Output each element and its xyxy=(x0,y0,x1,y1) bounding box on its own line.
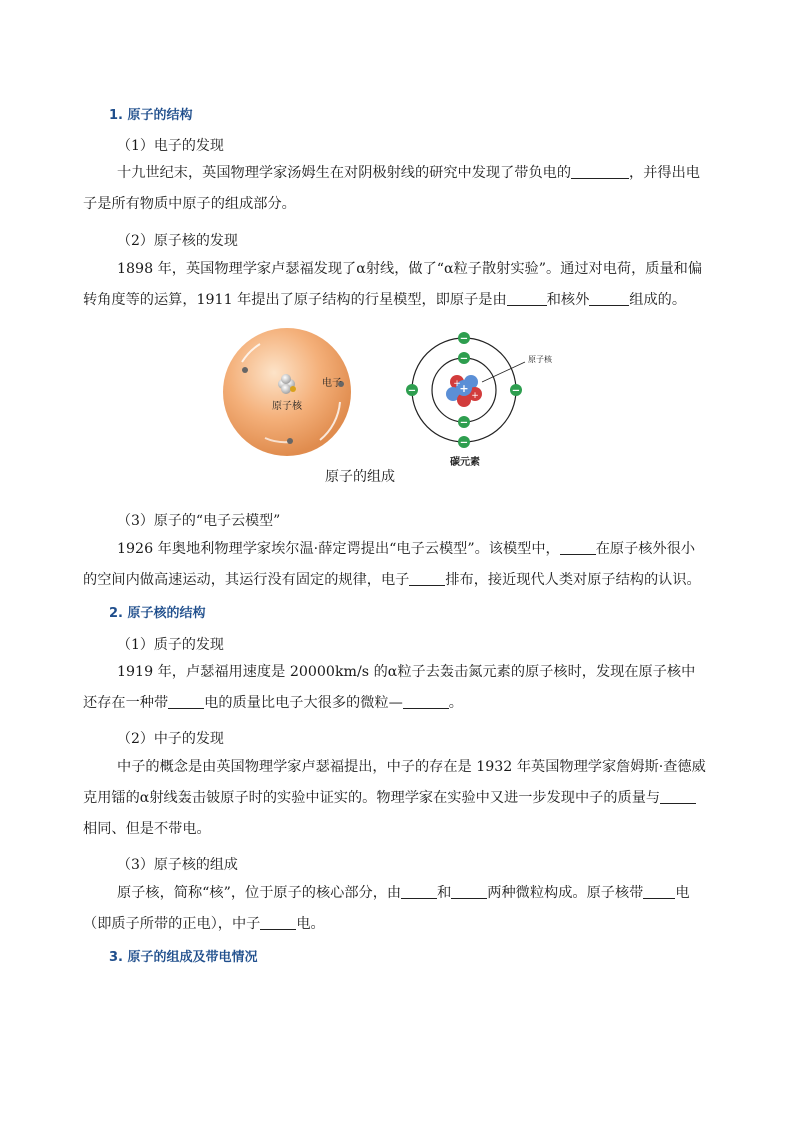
fill-blank[interactable] xyxy=(451,883,487,899)
svg-text:−: − xyxy=(459,333,469,345)
subsection-proton-discovery: （1）质子的发现 xyxy=(117,637,224,653)
paragraph-nucleus-discovery: 1898 年，英国物理学家卢瑟福发现了α射线，做了“α粒子散射实验”。通过对电荷，质量和偏转角度等的运算，1911 年提出了原子结构的行星模型，即原子是由 和核外 组成的。 xyxy=(83,261,703,308)
electron-dot xyxy=(287,438,293,444)
paragraph-electron-cloud-model: 1926 年奥地利物理学家埃尔温·薛定谔提出“电子云模型”。该模型中， 在原子核外很小的空间内做高速运动，其运行没有固定的规律，电子 排布，接近现代人类对原子结构的认识。 xyxy=(83,541,701,588)
atom-models-illustration xyxy=(220,322,552,472)
subsection-neutron-discovery: （2）中子的发现 xyxy=(117,731,224,747)
fill-blank[interactable] xyxy=(403,693,449,709)
fill-blank[interactable] xyxy=(409,570,445,586)
paragraph-electron-discovery: 十九世纪末，英国物理学家汤姆生在对阴极射线的研究中发现了带负电的 ，并得出电子是所有物质中原子的组成部分。 xyxy=(83,165,700,212)
left-electron-label: 电子 xyxy=(322,378,342,389)
nucleus-pointer xyxy=(482,362,525,382)
svg-text:−: − xyxy=(407,385,417,397)
left-nucleus-label: 原子核 xyxy=(272,401,302,412)
carbon-caption: 碳元素 xyxy=(450,457,480,468)
section-3-heading: 3. 原子的组成及带电情况 xyxy=(109,950,258,965)
fill-blank[interactable] xyxy=(401,883,437,899)
subsection-nucleus-discovery: （2）原子核的发现 xyxy=(117,233,238,249)
fill-blank[interactable] xyxy=(260,914,296,930)
section-1-heading: 1. 原子的结构 xyxy=(109,108,193,123)
paragraph-nucleus-composition: 原子核，简称“核”，位于原子的核心部分，由 和 两种微粒构成。原子核带 电（即质子所带的正电），中子 电。 xyxy=(83,885,690,932)
figure-caption: 原子的组成 xyxy=(325,469,395,485)
svg-text:+: + xyxy=(453,379,461,389)
section-2-heading: 2. 原子核的结构 xyxy=(109,606,206,621)
fill-blank[interactable] xyxy=(660,788,696,804)
carbon-nucleus xyxy=(446,375,482,407)
svg-text:−: − xyxy=(511,385,521,397)
subsection-nucleus-composition: （3）原子核的组成 xyxy=(117,857,238,873)
electron-dot xyxy=(242,367,248,373)
svg-text:+: + xyxy=(471,391,479,401)
fill-blank[interactable] xyxy=(507,290,547,306)
subsection-electron-discovery: （1）电子的发现 xyxy=(117,138,224,154)
fill-blank[interactable] xyxy=(589,290,629,306)
svg-text:−: − xyxy=(459,437,469,449)
paragraph-neutron-discovery: 中子的概念是由英国物理学家卢瑟福提出，中子的存在是 1932 年英国物理学家詹姆斯·查德威克用镭的α射线轰击铍原子时的实验中证实的。物理学家在实验中又进一步发现中子的质量与相同、但是不带电。 xyxy=(83,759,706,837)
paragraph-proton-discovery: 1919 年，卢瑟福用速度是 20000km/s 的α粒子去轰击氮元素的原子核时，发现在原子核中还存在一种带 电的质量比电子大很多的微粒— 。 xyxy=(83,664,696,711)
right-nucleus-label: 原子核 xyxy=(528,355,552,364)
fill-blank[interactable] xyxy=(571,163,629,179)
svg-text:+: + xyxy=(459,382,469,395)
svg-text:−: − xyxy=(459,353,469,365)
svg-text:−: − xyxy=(459,417,469,429)
fill-blank[interactable] xyxy=(168,693,204,709)
fill-blank[interactable] xyxy=(560,539,596,555)
fill-blank[interactable] xyxy=(643,883,675,899)
subsection-electron-cloud-model: （3）原子的“电子云模型” xyxy=(117,513,281,529)
